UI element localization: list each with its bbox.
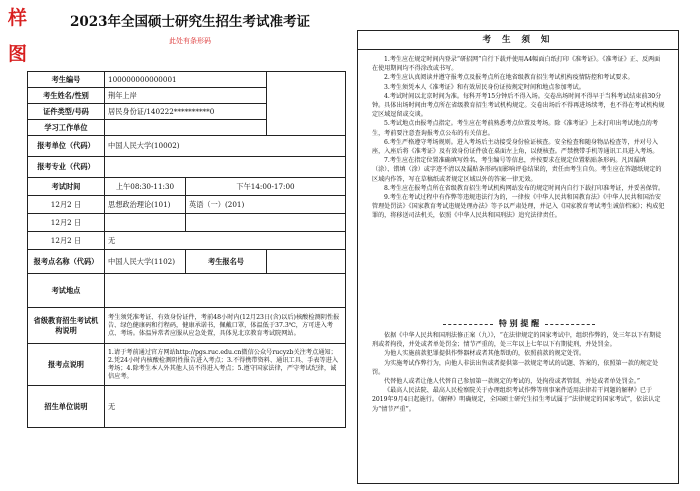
special-reminder-heading: 特 别 提 醒 (498, 318, 540, 328)
notice-item: 7.考生应在指定位置准确填写姓名、考生编号等信息，并按要求在规定位置粘贴条形码。凡因漏填（涂）、错填（涂）或字迹不清以及漏贴条形码而影响评卷结果的，责任由考生自负。考生应在答题纸规定的区域内作答，写在草稿纸或者规定区域以外的答案一律无效。 (372, 157, 662, 183)
exam-site-label: 考试地点 (28, 274, 105, 308)
notice-item: 4.考试时间以北京时间为准。每科开考15分钟后不得入场。交卷出场时间不得早于当科考试结束前30分钟。具体出场时间由考点所在省级教育招生考试机构规定。交卷出场后不得再进场续考，也不得在考试机构规定区域逗留或交谈。 (372, 92, 665, 119)
exam-point-value: 中国人民大学(1102) (105, 250, 186, 274)
apply-major-label: 报考专业（代码） (28, 157, 105, 178)
exam-time-am: 上午08:30-11:30 (105, 178, 186, 196)
province-note-label: 省级教育招生考试机构说明 (28, 308, 105, 344)
work-unit-value (105, 120, 267, 136)
document-title: 2023年全国硕士研究生招生考试准考证 (69, 14, 311, 30)
day2-date: 12月2 日 (28, 214, 105, 232)
notice-item: 9.考生在考试过程中有作弊等违规违法行为的，一律按《中华人民共和国教育法》《中华人民共和国治安管理处罚法》《国家教育考试违规处理办法》等予以严肃处理，并记入《国家教育考试考生诚信档案》；构成犯罪的，将移送司法机关，依照《中华人民共和国刑法》追究法律责任。 (372, 194, 665, 220)
hint-item: 为他人实施前款犯罪提供作弊器材或者其他帮助的，依照前款的规定处罚。 (384, 350, 586, 358)
apply-unit-label: 报考单位（代码） (28, 136, 105, 157)
special-reminder (372, 318, 666, 329)
sample-stamp-char2: 图 (8, 43, 28, 65)
notice-panel (357, 30, 679, 484)
school-note-label: 招生单位说明 (28, 386, 105, 428)
exam-point-label: 报考点名称（代码） (28, 250, 105, 274)
apply-major-value (105, 157, 346, 178)
id-card-value: 居民身份证/140222**********0 (105, 104, 267, 120)
photo-area (267, 72, 346, 136)
site-note-value: 1.请于考前通过官方网站http://pgs.ruc.edu.cn微信公众号rucyzb关注考点通知；2.凭24小时内核酸检测阴性报告进入考点；3.不得携带资料、通讯工具、手表等进入考场；4.除考生本人外其他人员不得进入考点；5.遵守国家法律，严守考试纪律，诚信应考。 (105, 344, 346, 386)
site-note-label: 报考点说明 (28, 344, 105, 386)
notice-item: 5.考试地点由报考点指定。考生应在考前熟悉考点位置及考场。除《准考证》上未打印出考试地点的考生，考前要注意查询报考点公布的有关信息。 (372, 120, 658, 137)
name-gender-value: 荆年上岸 (105, 88, 267, 104)
hint-item: 为实施考试作弊行为，向他人非法出售或者提供第一款规定考试的试题、答案的，依照第一款的规定处罚。 (372, 359, 659, 376)
province-note-value: 考生须凭准考证、有效身份证件，考前48小时内(12月23日(含)以后)核酸检测阴性报告、绿色健康码和行程码，健康承诺书，佩戴口罩，体温低于37.3℃，方可进入考点、考场。体温异常者应服从应急处置，具体见北京教育考试院网站。 (105, 308, 346, 344)
notice-item: 8.考生应在报考点所在省级教育招生考试机构网站发布的规定时间内自行下载打印准考证，并妥善保管。 (384, 184, 665, 192)
day1-date: 12月2 日 (28, 196, 105, 214)
school-note-value: 无 (105, 386, 346, 428)
seat-value (267, 250, 346, 274)
day3-date: 12月2 日 (28, 232, 105, 250)
id-card-label: 证件类型/号码 (28, 104, 105, 120)
barcode-note: 此处有条形码 (169, 37, 211, 45)
exam-time-label: 考试时间 (28, 178, 105, 196)
divider-left (443, 324, 493, 325)
day1-pm-subject: 英语（一）(201) (186, 196, 346, 214)
notice-items (372, 55, 666, 221)
work-unit-label: 学习工作单位 (28, 120, 105, 136)
exam-site-value (105, 274, 346, 308)
notice-heading: 考 生 须 知 (358, 31, 678, 50)
notice-item: 6.考生严格遵守考场规则。进入考场后主动接受身份验证核查。安全检查和随身物品检查等，并对号入座，入座后将《准考证》及有效身份证件放在桌面左上角，以便核查。严禁携带手机等通讯工具进入考场。 (372, 138, 659, 156)
apply-unit-value: 中国人民大学(10002) (105, 136, 346, 157)
day3-subject: 无 (105, 232, 346, 250)
hint-item: 代替他人或者让他人代替自己参加第一款规定的考试的，处拘役或者管制，并处或者单处罚金。” (384, 378, 641, 386)
notice-item: 3.考生须凭本人《准考证》和有效居民身份证按规定时间和地点参加考试。 (384, 83, 585, 91)
day1-am-subject: 思想政治理论(101) (105, 196, 186, 214)
exam-no-value: 100000000000001 (105, 72, 267, 88)
day2-pm-subject (186, 214, 346, 232)
exam-time-pm: 下午14:00-17:00 (186, 178, 346, 196)
hint-item: 依据《中华人民共和国刑法修正案（九）》，“在法律规定的国家考试中，组织作弊的，处三年以下有期徒刑或者拘役，并处或者单处罚金；情节严重的，处三年以上七年以下有期徒刑，并处罚金。 (372, 332, 662, 349)
hint-item: 《最高人民法院、最高人民检察院关于办理组织考试作弊等刑事案件适用法律若干问题的解释》已于2019年9月4日起施行。《解释》明确规定，全国硕士研究生招生考试属于“法律规定的国家考试”，依法认定为“情节严重”。 (372, 387, 661, 413)
hint-items (372, 331, 666, 414)
seat-label: 考生报名号 (186, 250, 267, 274)
exam-no-label: 考生编号 (28, 72, 105, 88)
notice-item: 1.考生应在规定时间内登录“研招网”自行下载并使用A4幅面白纸打印《准考证》。《准考证》正、反两面在使用期间均不得涂改或书写。 (372, 56, 661, 73)
sample-stamp-char1: 样 (8, 7, 28, 29)
divider-right (545, 324, 595, 325)
admission-table (27, 71, 346, 428)
day2-am-subject (105, 214, 186, 232)
notice-item: 2.考生应认真阅读并遵守报考点及报考点所在地省级教育招生考试机构疫情防控和考试要求。 (384, 74, 634, 82)
name-gender-label: 考生姓名/性别 (28, 88, 105, 104)
